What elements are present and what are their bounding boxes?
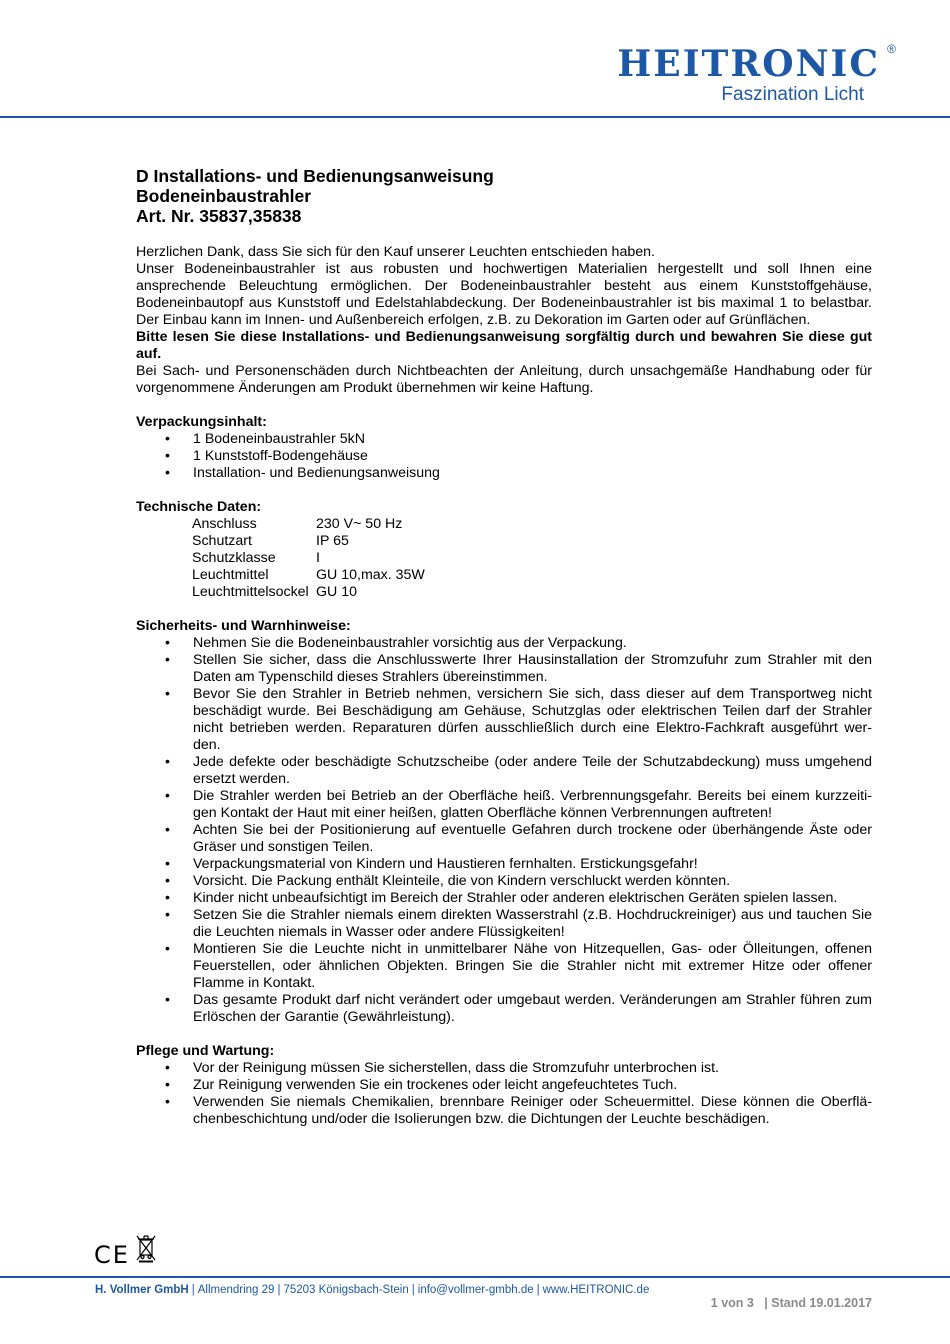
list-item: • Verpackungsmaterial von Kindern und Haustieren fernhalten. Erstickungsgefahr! <box>136 856 872 873</box>
intro-read-notice: Bitte lesen Sie diese Installations- und Bedienungsanweisung sorgfältig durch und bewahren Sie diese gut auf. <box>136 329 872 362</box>
care-section <box>136 1043 872 1128</box>
list-item: • Stellen Sie sicher, dass die Anschlusswerte Ihrer Hausinstallation der Stromzufuhr zum Strahler mit den Daten am Typenschild dieses Strahlers übereinstimmen. <box>136 652 872 686</box>
list-item: • Vorsicht. Die Packung enthält Kleinteile, die von Kindern verschluckt werden könnten. <box>136 873 872 890</box>
list-item: • Die Strahler werden bei Betrieb an der Oberfläche heiß. Verbrennungsgefahr. Bereits bei einem kurzzeiti-gen Kontakt der Haut mit einer heißen, glatten Oberfläche können Verbrennungen auftreten! <box>136 788 872 822</box>
list-item: • 1 Bodeneinbaustrahler 5kN <box>136 431 872 448</box>
safety-list <box>136 635 872 1026</box>
list-item: • Vor der Reinigung müssen Sie sicherstellen, dass die Stromzufuhr unterbrochen ist. <box>136 1060 872 1077</box>
footer-city: 75203 Königsbach-Stein <box>283 1284 409 1296</box>
spec-label: Leuchtmittel <box>192 567 269 583</box>
ce-mark: CE <box>94 1241 130 1269</box>
document-date: | Stand 19.01.2017 <box>764 1296 872 1310</box>
list-item: • 1 Kunststoff-Bodengehäuse <box>136 448 872 465</box>
spec-value: IP 65 <box>316 533 349 549</box>
care-list <box>136 1060 872 1128</box>
spec-row <box>192 550 872 567</box>
spec-label: Leuchtmittelsockel <box>192 584 309 600</box>
title-line-3: Art. Nr. 35837,35838 <box>136 206 302 226</box>
title-line-1: D Installations- und Bedienungsanweisung <box>136 166 494 186</box>
footer-company: H. Vollmer GmbH <box>95 1284 189 1296</box>
list-item: • Montieren Sie die Leuchte nicht in unmittelbarer Nähe von Hitzequellen, Gas- oder Ölleitungen, offenen Feuerstellen, oder ähnlichen Objekten. Bringen Sie die Strahler nicht mit extremer Hitze oder offener Flamme in Kontakt. <box>136 941 872 992</box>
list-item: • Setzen Sie die Strahler niemals einem direkten Wasserstrahl (z.B. Hochdruckreiniger) aus und tauchen Sie die Leuchten niemals in Wasser oder andere Flüssigkeiten! <box>136 907 872 941</box>
list-item: • Zur Reinigung verwenden Sie ein trockenes oder leicht angefeuchtetes Tuch. <box>136 1077 872 1094</box>
document-title <box>136 166 872 226</box>
list-item: • Jede defekte oder beschädigte Schutzscheibe (oder andere Teile der Schutzabdeckung) muss umgehend ersetzt werden. <box>136 754 872 788</box>
safety-section <box>136 618 872 1026</box>
intro-liability: Bei Sach- und Personenschäden durch Nichtbeachten der Anleitung, durch unsachgemäße Handhabung oder für vorgenommene Änderungen am Produkt übernehmen wir keine Haftung. <box>136 363 872 396</box>
weee-bin-icon <box>136 1233 156 1268</box>
spec-row <box>192 584 872 601</box>
spec-row <box>192 533 872 550</box>
spec-label: Anschluss <box>192 516 257 532</box>
footer-contact: H. Vollmer GmbH | Allmendring 29 | 75203 Königsbach-Stein | info@vollmer-gmbh.de | www.HEITRONIC.de <box>95 1284 650 1296</box>
intro-thanks: Herzlichen Dank, dass Sie sich für den Kauf unserer Leuchten entschieden haben. <box>136 244 655 260</box>
spec-label: Schutzklasse <box>192 550 276 566</box>
list-item: • Nehmen Sie die Bodeneinbaustrahler vorsichtig aus der Verpackung. <box>136 635 872 652</box>
list-item: • Das gesamte Produkt darf nicht verändert oder umgebaut werden. Veränderungen am Strahler führen zum Erlöschen der Garantie (Gewährleistung). <box>136 992 872 1026</box>
footer-web[interactable]: www.HEITRONIC.de <box>542 1284 650 1296</box>
safety-heading: Sicherheits- und Warnhinweise: <box>136 618 351 634</box>
list-item: • Bevor Sie den Strahler in Betrieb nehmen, versichern Sie sich, dass dieser auf dem Transportweg nicht beschädigt wurde. Bei Beschädigung am Gehäuse, Schutzglas oder elektrischen Teilen darf der Strahler nicht betrieben werden. Reparaturen dürfen ausschließlich durch eine Elektro-Fachkraft ausgeführt wer-den. <box>136 686 872 754</box>
specs-table <box>192 516 872 601</box>
page-info <box>711 1296 872 1310</box>
list-item: • Achten Sie bei der Positionierung auf eventuelle Gefahren durch trockene oder überhängende Äste oder Gräser und sonstigen Teilen. <box>136 822 872 856</box>
footer-street: Allmendring 29 <box>197 1284 275 1296</box>
package-section <box>136 414 872 482</box>
spec-row <box>192 567 872 584</box>
header-rule <box>0 116 950 118</box>
specs-section <box>136 499 872 601</box>
spec-value: GU 10 <box>316 584 358 600</box>
spec-row <box>192 516 872 533</box>
package-list <box>136 431 872 482</box>
spec-value: I <box>316 550 320 566</box>
specs-heading: Technische Daten: <box>136 499 262 515</box>
certification-marks <box>94 1233 156 1268</box>
brand-logo <box>617 42 896 106</box>
intro-section <box>136 244 872 397</box>
list-item: • Kinder nicht unbeaufsichtigt im Bereich der Strahler oder anderen elektrischen Geräten spielen lassen. <box>136 890 872 907</box>
list-item: • Installation- und Bedienungsanweisung <box>136 465 872 482</box>
footer-email[interactable]: info@vollmer-gmbh.de <box>417 1284 534 1296</box>
footer-rule <box>0 1276 950 1278</box>
spec-label: Schutzart <box>192 533 252 549</box>
care-heading: Pflege und Wartung: <box>136 1043 275 1059</box>
brand-name: HEITRONIC <box>617 43 880 85</box>
spec-value: GU 10,max. 35W <box>316 567 425 583</box>
brand-tagline: Faszination Licht <box>721 84 864 105</box>
page-number: 1 von 3 <box>710 1296 754 1310</box>
document-body <box>136 166 872 1128</box>
package-heading: Verpackungsinhalt: <box>136 414 267 430</box>
registered-mark: ® <box>887 42 896 56</box>
title-line-2: Bodeneinbaustrahler <box>136 186 312 206</box>
spec-value: 230 V~ 50 Hz <box>316 516 403 532</box>
intro-description: Unser Bodeneinbaustrahler ist aus robusten und hochwertigen Materialien hergestellt und soll Ihnen eine ansprechende Beleuchtung ermöglichen. Der Bodeneinbaustrahler besteht aus einem Kunststoffgehäuse, Bodeneinbautopf aus Kunststoff und Edelstahlabdeckung. Der Bodeneinbaustrahler ist bis maximal 1 to belastbar. Der Einbau kann im Innen- und Außenbereich erfolgen, z.B. zu Dekoration im Garten oder auf Grünflächen. <box>136 261 872 328</box>
list-item: • Verwenden Sie niemals Chemikalien, brennbare Reiniger oder Scheuermittel. Diese können die Oberflä-chenbeschichtung und/oder die Isolierungen bzw. die Dichtungen der Leuchte beschädigen. <box>136 1094 872 1128</box>
